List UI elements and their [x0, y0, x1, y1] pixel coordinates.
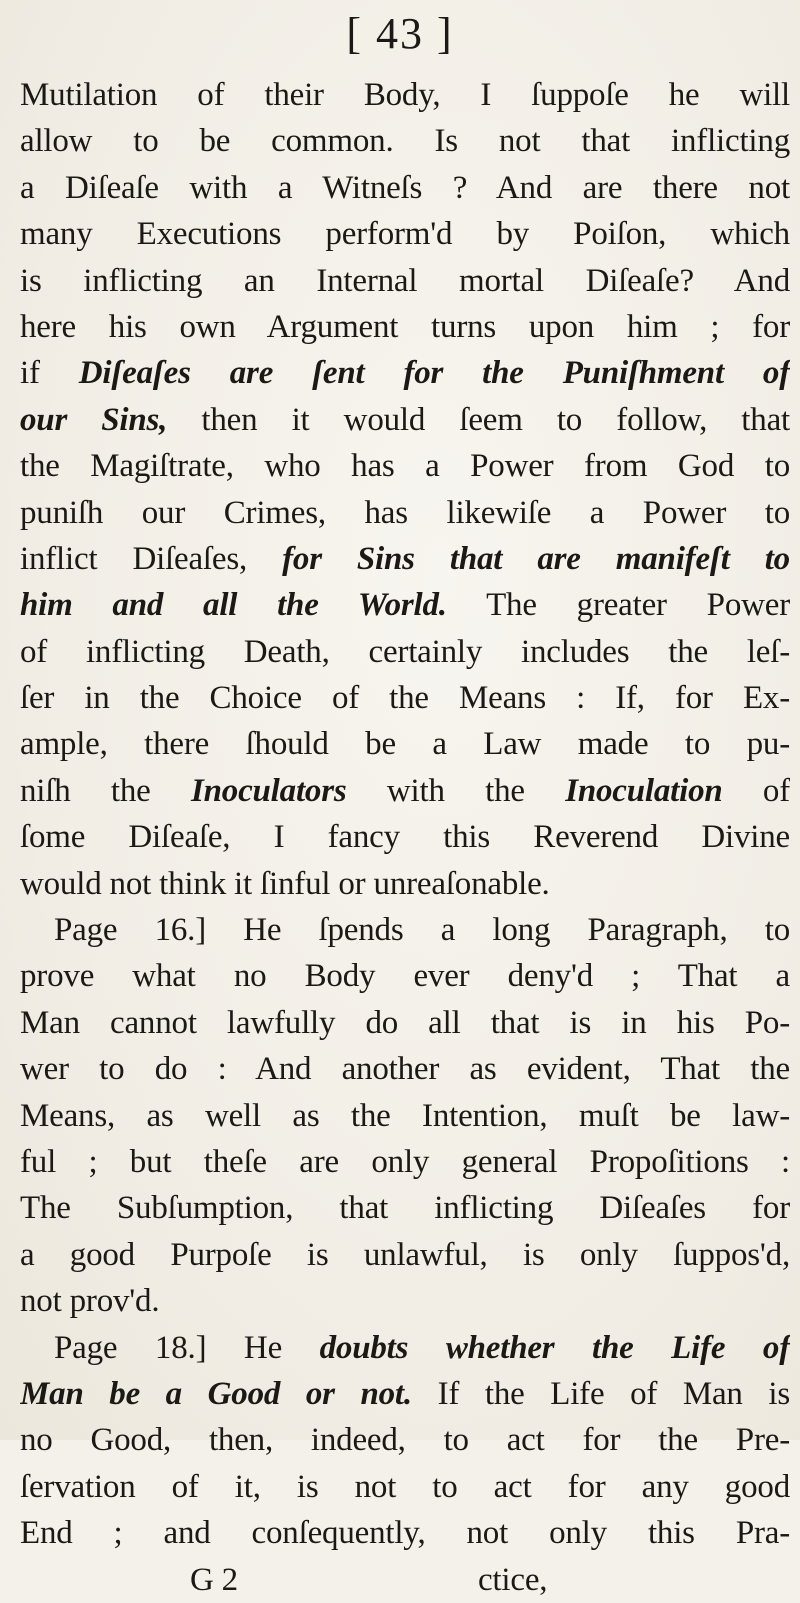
- text-line: [20, 861, 790, 907]
- text-segment: would not think it ſinful or unreaſonable.: [20, 865, 550, 902]
- text-line: [20, 1232, 790, 1278]
- text-line: [20, 350, 790, 396]
- page-number: [ 43 ]: [346, 9, 454, 58]
- italic-text: our Sins,: [20, 401, 168, 438]
- italic-text: Diſeaſes are ſent for the Puniſhment of: [78, 355, 790, 392]
- text-line: [20, 768, 790, 814]
- catchword: ctice,: [477, 1561, 548, 1598]
- body-text: [20, 72, 790, 1603]
- text-segment: then it would ſeem to follow, that: [167, 401, 790, 438]
- text-line: [20, 1093, 790, 1139]
- text-line: [20, 536, 790, 582]
- text-segment: wer to do : And another as evident, That the: [20, 1051, 790, 1088]
- page-footer: [20, 1557, 790, 1603]
- text-line: [20, 1325, 790, 1371]
- italic-text: Inoculation: [565, 772, 723, 809]
- text-segment: prove what no Body ever deny'd ; That a: [20, 958, 790, 995]
- text-line: [20, 490, 790, 536]
- text-line: [20, 211, 790, 257]
- text-line: [20, 814, 790, 860]
- text-line: [20, 304, 790, 350]
- text-segment: Page 16.] He ſpends a long Paragraph, to: [54, 912, 790, 949]
- italic-text: for Sins that are manifeſt to: [282, 540, 790, 577]
- text-segment: many Executions perform'd by Poiſon, which: [20, 216, 790, 253]
- text-line: [20, 118, 790, 164]
- text-segment: the Magiſtrate, who has a Power from God to: [20, 448, 790, 485]
- text-line: [20, 258, 790, 304]
- text-segment: allow to be common. Is not that inflicting: [20, 123, 790, 160]
- text-line: [20, 397, 790, 443]
- text-segment: no Good, then, indeed, to act for the Pre-: [20, 1422, 790, 1459]
- text-segment: of: [722, 772, 790, 809]
- text-segment: End ; and conſequently, not only this Pra-: [20, 1515, 790, 1552]
- text-line: [20, 1464, 790, 1510]
- text-line: [20, 1371, 790, 1417]
- text-segment: Man cannot lawfully do all that is in his Po-: [20, 1004, 790, 1041]
- text-line: [20, 1000, 790, 1046]
- text-line: [20, 907, 790, 953]
- text-segment: of inflicting Death, certainly includes the leſ-: [20, 633, 790, 670]
- text-segment: if: [20, 355, 79, 392]
- text-segment: The greater Power: [446, 587, 790, 624]
- text-segment: Means, as well as the Intention, muſt be law-: [20, 1097, 790, 1134]
- italic-text: him and all the World.: [20, 587, 447, 624]
- text-line: [20, 1278, 790, 1324]
- text-line: [20, 721, 790, 767]
- text-line: [20, 1185, 790, 1231]
- text-segment: with the: [346, 772, 566, 809]
- text-segment: ample, there ſhould be a Law made to pu-: [20, 726, 790, 763]
- text-line: [20, 1417, 790, 1463]
- text-segment: puniſh our Crimes, has likewiſe a Power to: [20, 494, 790, 531]
- text-line: [20, 1510, 790, 1556]
- signature-mark: G 2: [190, 1561, 238, 1598]
- text-line: [20, 72, 790, 118]
- text-segment: inflict Diſeaſes,: [20, 540, 283, 577]
- text-segment: Mutilation of their Body, I ſuppoſe he will: [20, 77, 790, 113]
- italic-text: Inoculators: [190, 772, 347, 809]
- text-segment: niſh the: [20, 772, 191, 809]
- italic-text: Man be a Good or not.: [20, 1375, 412, 1412]
- text-segment: is inflicting an Internal mortal Diſeaſe? And: [20, 262, 790, 299]
- text-segment: Page 18.] He: [54, 1329, 320, 1366]
- text-segment: here his own Argument turns upon him ; for: [20, 308, 790, 345]
- text-line: [20, 582, 790, 628]
- text-segment: ſome Diſeaſe, I fancy this Reverend Divine: [20, 819, 790, 856]
- text-line: [20, 443, 790, 489]
- text-segment: not prov'd.: [20, 1283, 160, 1320]
- text-line: [20, 675, 790, 721]
- text-segment: The Subſumption, that inflicting Diſeaſes for: [20, 1190, 790, 1227]
- text-segment: ſer in the Choice of the Means : If, for Ex-: [20, 680, 790, 717]
- text-line: [20, 165, 790, 211]
- text-segment: a Diſeaſe with a Witneſs ? And are there not: [20, 169, 790, 206]
- text-line: [20, 1139, 790, 1185]
- text-segment: ſervation of it, is not to act for any good: [20, 1468, 790, 1505]
- text-line: [20, 953, 790, 999]
- italic-text: doubts whether the Life of: [319, 1329, 790, 1366]
- text-line: [20, 629, 790, 675]
- text-segment: a good Purpoſe is unlawful, is only ſuppos'd,: [20, 1236, 790, 1273]
- text-segment: ful ; but theſe are only general Propoſitions :: [20, 1143, 790, 1180]
- text-line: [20, 1046, 790, 1092]
- text-segment: If the Life of Man is: [411, 1375, 790, 1412]
